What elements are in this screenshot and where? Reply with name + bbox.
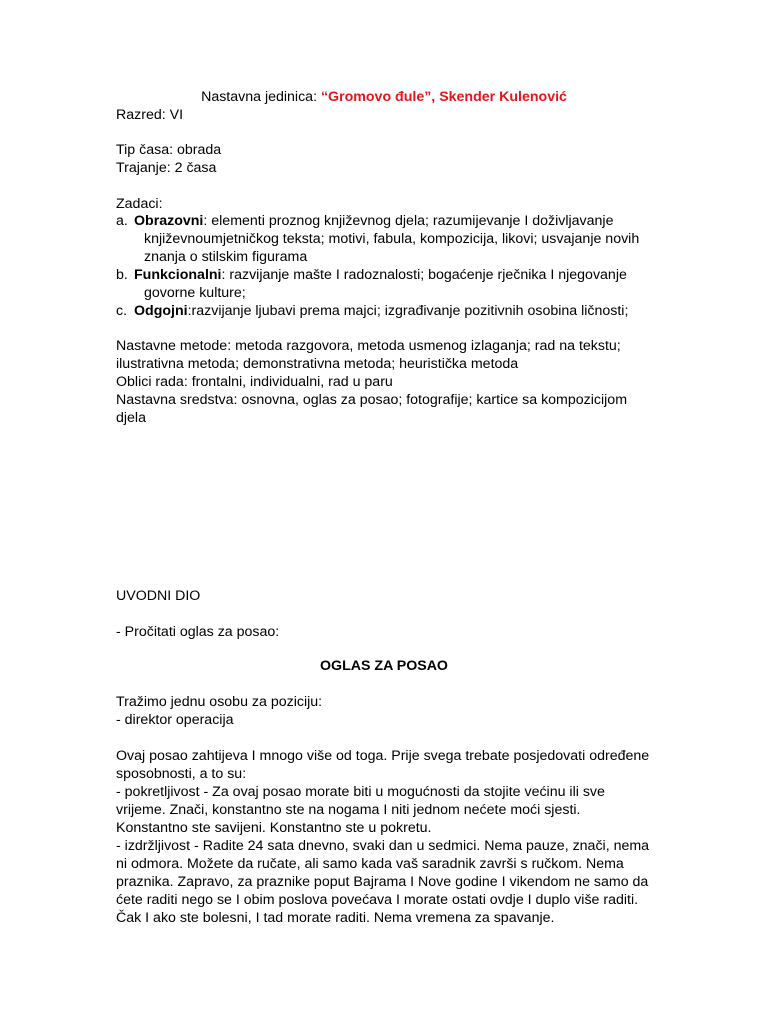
oglas-para-8: praznika. Zapravo, za praznike poput Bajrama I Nove godine I vikendom ne samo da [116, 874, 649, 890]
oglas-para-6: - izdržljivost - Radite 24 sata dnevno, svaki dan u sedmici. Nema pauze, znači, nema [116, 838, 650, 854]
list-label-a: a. [116, 213, 128, 229]
trajanje-line: Trajanje: 2 časa [116, 160, 217, 176]
oglas-para-10: Čak I ako ste bolesni, I tad morate raditi. Nema vremena za spavanje. [116, 910, 555, 926]
list-label-c: c. [116, 303, 128, 319]
oglas-para-9: ćete raditi nego se I obim poslova povećava I morate ostati ovdje I duplo više raditi. [116, 892, 639, 908]
sredstva-line-1: Nastavna sredstva: osnovna, oglas za posao; fotografije; kartice sa kompozicijom [116, 392, 628, 408]
zadatak-a-text-3: znanja o stilskim figurama [144, 249, 308, 265]
oglas-line-2: - direktor operacija [116, 712, 234, 728]
oglas-para-2: sposobnosti, a to su: [116, 766, 247, 782]
title-prefix: Nastavna jedinica: [201, 89, 321, 105]
lesson-title [0, 88, 768, 106]
sredstva-line-2: djela [116, 410, 146, 426]
zadatak-b-text: : razvijanje mašte I radoznalosti; bogaćenje rječnika I njegovanje [221, 267, 627, 283]
oglas-para-1: Ovaj posao zahtijeva I mnogo više od toga. Prije svega trebate posjedovati određene [116, 748, 650, 764]
zadatak-c [116, 302, 628, 320]
tip-casa-line: Tip časa: obrada [116, 142, 222, 158]
metode-line-2: ilustrativna metoda; demonstrativna metoda; heuristička metoda [116, 356, 519, 372]
list-label-b: b. [116, 267, 128, 283]
oglas-para-5: Konstantno ste savijeni. Konstantno ste u pokretu. [116, 820, 432, 836]
metode-line-1: Nastavne metode: metoda razgovora, metoda usmenog izlaganja; rad na tekstu; [116, 338, 621, 354]
razred-line: Razred: VI [116, 107, 184, 123]
oglas-para-4: vrijeme. Znači, konstantno ste na nogama I niti jednom nećete moći sjesti. [116, 802, 581, 818]
uvodni-task: - Pročitati oglas za posao: [116, 624, 280, 640]
uvodni-dio-heading: UVODNI DIO [116, 588, 201, 604]
oglas-para-3: - pokretljivost - Za ovaj posao morate biti u mogućnosti da stojite većinu ili sve [116, 784, 605, 800]
zadatak-a-text-2: književnoumjetničkog teksta; motivi, fabula, kompozicija, likovi; usvajanje novih [144, 231, 640, 247]
zadatak-b-text-2: govorne kulture; [144, 285, 246, 301]
zadatak-a-text: : elementi proznog književnog djela; razumijevanje I doživljavanje [203, 213, 614, 229]
oblici-rada-line: Oblici rada: frontalni, individualni, rad u paru [116, 374, 393, 390]
zadatak-b [116, 266, 627, 284]
title-highlight: “Gromovo đule”, Skender Kulenović [320, 89, 567, 105]
zadatak-c-bold: Odgojni [134, 303, 188, 319]
oglas-line-1: Tražimo jednu osobu za poziciju: [116, 694, 323, 710]
zadatak-c-text: :razvijanje ljubavi prema majci; izgrađivanje pozitivnih osobina ličnosti; [187, 303, 629, 319]
oglas-title: OGLAS ZA POSAO [320, 658, 448, 674]
zadatak-a-bold: Obrazovni [134, 213, 204, 229]
zadatak-b-bold: Funkcionalni [134, 267, 222, 283]
zadatak-a [116, 212, 613, 230]
oglas-para-7: ni odmora. Možete da ručate, ali samo kada vaš saradnik završi s ručkom. Nema [116, 856, 624, 872]
zadaci-heading: Zadaci: [116, 196, 163, 212]
